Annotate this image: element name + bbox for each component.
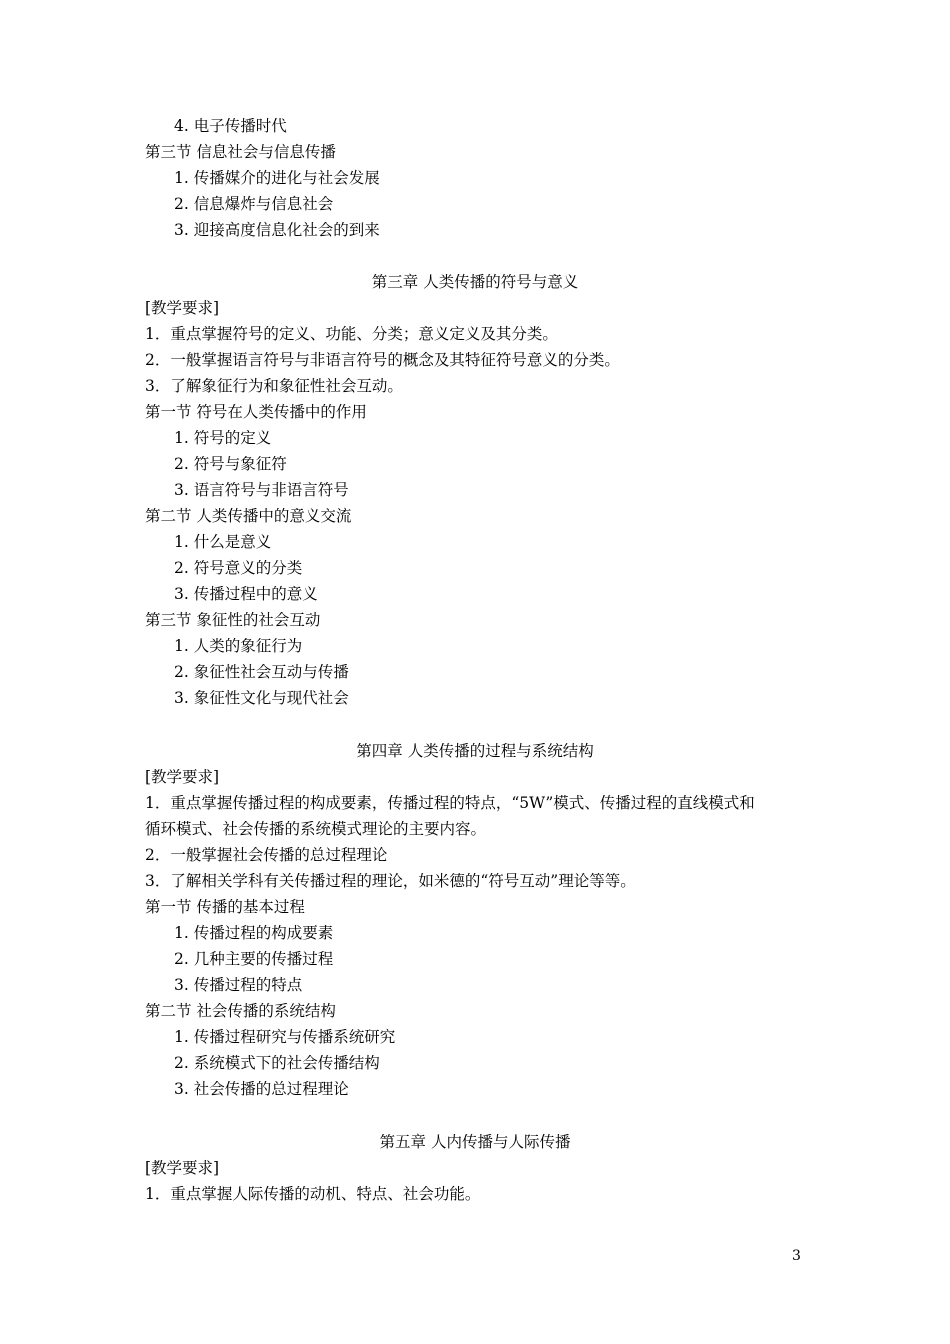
list-item: 1. 传播过程的构成要素 [174,924,334,942]
list-item: 3. 社会传播的总过程理论 [174,1080,349,1098]
list-item: 3. 迎接高度信息化社会的到来 [174,221,380,239]
section-heading: 第一节 符号在人类传播中的作用 [145,403,367,421]
section-heading: 第一节 传播的基本过程 [145,898,305,916]
chapter-title: 第三章 人类传播的符号与意义 [371,273,579,291]
section-heading: 第三节 象征性的社会互动 [145,611,321,629]
list-item: 1. 符号的定义 [174,429,272,447]
list-item: 2. 信息爆炸与信息社会 [174,195,334,213]
list-item: 4. 电子传播时代 [174,117,287,135]
list-item: 2. 象征性社会互动与传播 [174,663,349,681]
section-heading: 第二节 社会传播的系统结构 [145,1002,336,1020]
teaching-requirements-label: [教学要求] [145,299,220,317]
list-item: 3. 传播过程中的意义 [174,585,318,603]
chapter-title: 第五章 人内传播与人际传播 [379,1133,571,1151]
section-heading: 第二节 人类传播中的意义交流 [145,507,352,525]
requirement-item-continued: 循环模式、社会传播的系统模式理论的主要内容。 [145,820,487,838]
requirement-item: 3．了解象征行为和象征性社会互动。 [145,377,403,395]
list-item: 1. 什么是意义 [174,533,272,551]
list-item: 3. 传播过程的特点 [174,976,303,994]
teaching-requirements-label: [教学要求] [145,768,220,786]
requirement-item: 2．一般掌握社会传播的总过程理论 [145,846,388,864]
list-item: 2. 系统模式下的社会传播结构 [174,1054,380,1072]
list-item: 1. 传播过程研究与传播系统研究 [174,1028,396,1046]
list-item: 3. 象征性文化与现代社会 [174,689,349,707]
list-item: 3. 语言符号与非语言符号 [174,481,349,499]
requirement-item: 1．重点掌握传播过程的构成要素，传播过程的特点，“5W”模式、传播过程的直线模式和 [145,794,755,812]
section-heading: 第三节 信息社会与信息传播 [145,143,336,161]
requirement-item: 3．了解相关学科有关传播过程的理论，如米德的“符号互动”理论等等。 [145,872,636,890]
requirement-item: 2．一般掌握语言符号与非语言符号的概念及其特征符号意义的分类。 [145,351,620,369]
list-item: 1. 传播媒介的进化与社会发展 [174,169,380,187]
teaching-requirements-label: [教学要求] [145,1159,220,1177]
requirement-item: 1．重点掌握人际传播的动机、特点、社会功能。 [145,1185,481,1203]
list-item: 2. 符号意义的分类 [174,559,303,577]
chapter-title: 第四章 人类传播的过程与系统结构 [356,742,594,760]
requirement-item: 1．重点掌握符号的定义、功能、分类；意义定义及其分类。 [145,325,558,343]
list-item: 2. 几种主要的传播过程 [174,950,334,968]
page-number: 3 [792,1248,801,1264]
list-item: 1. 人类的象征行为 [174,637,303,655]
list-item: 2. 符号与象征符 [174,455,287,473]
